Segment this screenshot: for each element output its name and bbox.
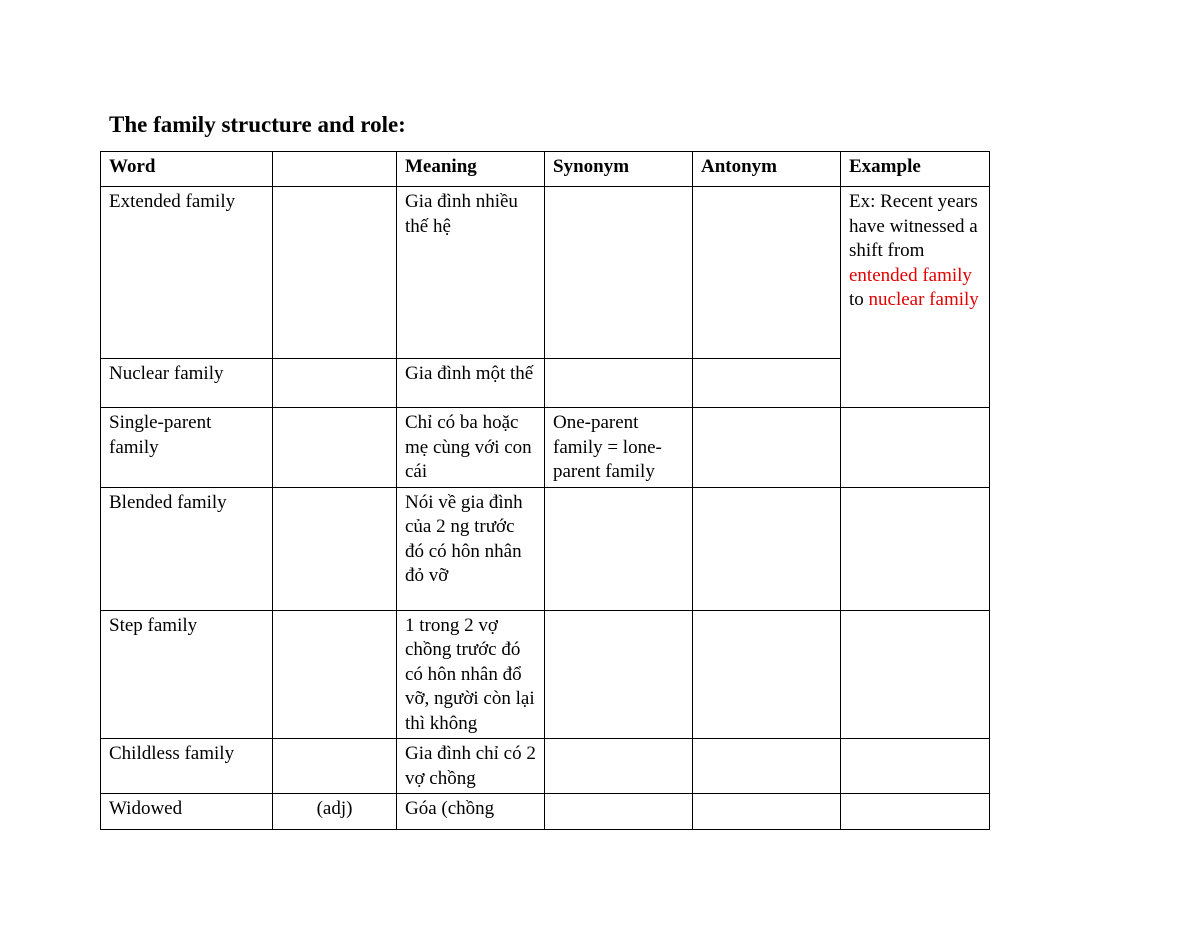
cell-example <box>841 739 990 794</box>
cell-antonym <box>693 739 841 794</box>
cell-synonym <box>545 359 693 408</box>
table-header-row <box>101 152 990 187</box>
header-example: Example <box>841 152 990 187</box>
cell-meaning: Góa (chồng <box>397 794 545 830</box>
cell-synonym: One-parent family = lone-parent family <box>545 408 693 488</box>
cell-meaning: Gia đình chỉ có 2 vợ chồng <box>397 739 545 794</box>
example-connector: to <box>849 289 864 310</box>
cell-synonym <box>545 739 693 794</box>
cell-antonym <box>693 487 841 610</box>
cell-word: Single-parent family <box>101 408 273 488</box>
cell-pos <box>273 487 397 610</box>
cell-example <box>841 408 990 488</box>
cell-example <box>841 487 990 610</box>
cell-antonym <box>693 408 841 488</box>
cell-word: Nuclear family <box>101 359 273 408</box>
header-meaning: Meaning <box>397 152 545 187</box>
cell-word: Step family <box>101 610 273 739</box>
cell-word: Blended family <box>101 487 273 610</box>
cell-word: Childless family <box>101 739 273 794</box>
cell-meaning: Nói về gia đình của 2 ng trước đó có hôn nhân đỏ vỡ <box>397 487 545 610</box>
example-highlight-extended: entended family <box>849 264 972 286</box>
cell-meaning: 1 trong 2 vợ chồng trước đó có hôn nhân đổ vỡ, người còn lại thì không <box>397 610 545 739</box>
cell-antonym <box>693 359 841 408</box>
example-text: Ex: Recent years have witnessed a shift from <box>849 191 978 261</box>
cell-antonym <box>693 610 841 739</box>
cell-antonym <box>693 187 841 359</box>
cell-example <box>841 610 990 739</box>
cell-pos <box>273 408 397 488</box>
table-row <box>101 187 990 359</box>
header-antonym: Antonym <box>693 152 841 187</box>
cell-pos <box>273 359 397 408</box>
cell-meaning: Chỉ có ba hoặc mẹ cùng với con cái <box>397 408 545 488</box>
table-row <box>101 794 990 830</box>
cell-synonym <box>545 794 693 830</box>
header-pos <box>273 152 397 187</box>
cell-synonym <box>545 187 693 359</box>
cell-pos <box>273 610 397 739</box>
example-highlight-nuclear: nuclear family <box>868 289 979 310</box>
table-row <box>101 408 990 488</box>
cell-meaning: Gia đình một thế <box>397 359 545 408</box>
cell-word: Extended family <box>101 187 273 359</box>
table-row <box>101 610 990 739</box>
cell-synonym <box>545 487 693 610</box>
cell-word: Widowed <box>101 794 273 830</box>
table-row <box>101 739 990 794</box>
cell-pos <box>273 739 397 794</box>
vocabulary-table <box>100 151 990 830</box>
cell-antonym <box>693 794 841 830</box>
cell-example-merged <box>841 187 990 408</box>
cell-example <box>841 794 990 830</box>
header-synonym: Synonym <box>545 152 693 187</box>
cell-meaning: Gia đình nhiều thế hệ <box>397 187 545 359</box>
page-title: The family structure and role: <box>109 112 406 137</box>
cell-pos: (adj) <box>273 794 397 830</box>
header-word: Word <box>101 152 273 187</box>
cell-pos <box>273 187 397 359</box>
table-row <box>101 487 990 610</box>
cell-synonym <box>545 610 693 739</box>
